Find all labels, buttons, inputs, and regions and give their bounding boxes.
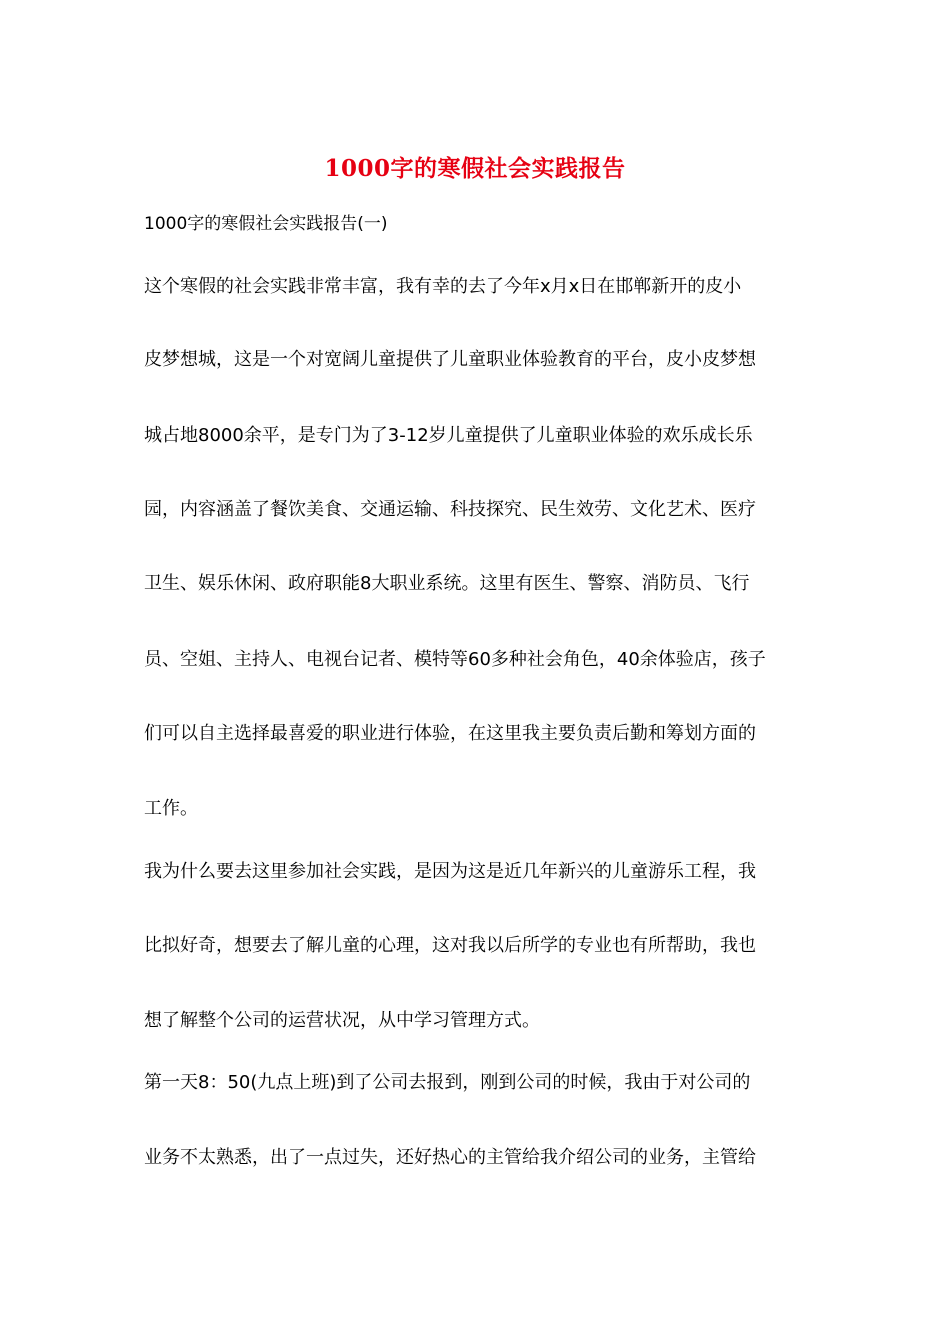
paragraph-line: 工作。 bbox=[144, 798, 198, 819]
paragraph-line: 我为什么要去这里参加社会实践，是因为这是近几年新兴的儿童游乐工程，我 bbox=[144, 861, 756, 882]
paragraph-line: 城占地8000余平，是专门为了3-12岁儿童提供了儿童职业体验的欢乐成长乐 bbox=[144, 425, 753, 446]
paragraph-line: 园，内容涵盖了餐饮美食、交通运输、科技探究、民生效劳、文化艺术、医疗 bbox=[144, 499, 756, 520]
paragraph-line: 第一天8：50(九点上班)到了公司去报到，刚到公司的时候，我由于对公司的 bbox=[144, 1072, 751, 1093]
paragraph-line: 们可以自主选择最喜爱的职业进行体验，在这里我主要负责后勤和筹划方面的 bbox=[144, 723, 756, 744]
paragraph-line: 业务不太熟悉，出了一点过失，还好热心的主管给我介绍公司的业务，主管给 bbox=[144, 1147, 756, 1168]
paragraph-line: 比拟好奇，想要去了解儿童的心理，这对我以后所学的专业也有所帮助，我也 bbox=[144, 935, 756, 956]
document-title: 1000字的寒假社会实践报告 bbox=[324, 155, 626, 182]
paragraph-line: 卫生、娱乐休闲、政府职能8大职业系统。这里有医生、警察、消防员、飞行 bbox=[144, 573, 750, 594]
document-subtitle: 1000字的寒假社会实践报告(一) bbox=[144, 214, 388, 234]
paragraph-line: 员、空姐、主持人、电视台记者、模特等60多种社会角色，40余体验店，孩子 bbox=[144, 649, 766, 670]
paragraph-line: 皮梦想城，这是一个对宽阔儿童提供了儿童职业体验教育的平台，皮小皮梦想 bbox=[144, 349, 756, 370]
paragraph-line: 想了解整个公司的运营状况，从中学习管理方式。 bbox=[144, 1010, 540, 1031]
paragraph-line: 这个寒假的社会实践非常丰富，我有幸的去了今年x月x日在邯郸新开的皮小 bbox=[144, 276, 742, 297]
